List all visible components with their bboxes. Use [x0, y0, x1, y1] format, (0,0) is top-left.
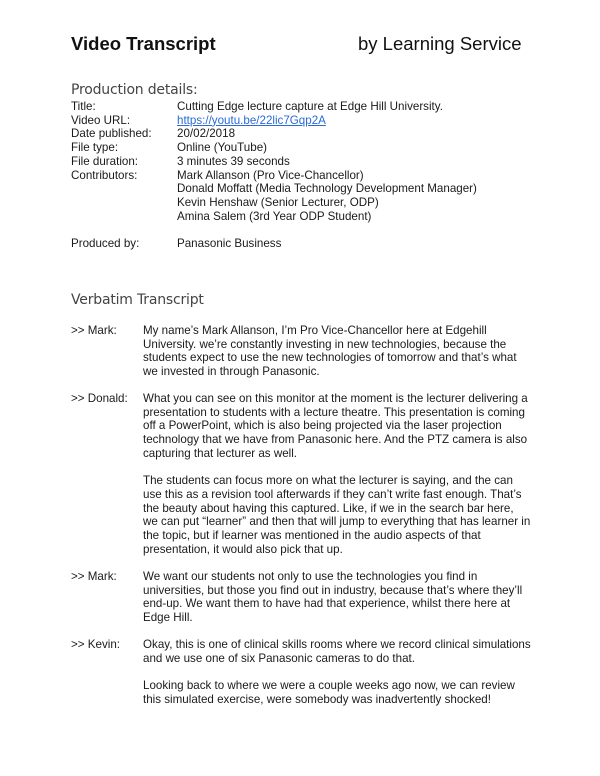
- detail-label: Contributors:: [71, 168, 138, 182]
- production-details: [71, 100, 477, 251]
- document-byline: by Learning Service: [358, 33, 522, 54]
- transcript-paragraph: Okay, this is one of clinical skills rooms where we record clinical simulations and we use one of six Panasonic cameras to do that.: [143, 638, 531, 665]
- speaker-label: >> Donald:: [71, 392, 128, 405]
- detail-row-produced: [71, 237, 477, 251]
- speaker-label: >> Kevin:: [71, 638, 120, 651]
- transcript-paragraph: The students can focus more on what the lecturer is saying, and the can use this as a revision tool afterwards if they can’t write fast enough. That’s the beauty about having this captured. Like, if we in the search bar here, we can put “learner” and then that will jump to everything that has learner in the topic, but if learner was mentioned in the audio aspects of that presentation, it would also pick that up.: [143, 474, 531, 556]
- detail-label: Title:: [71, 100, 96, 113]
- transcript-entry: [71, 324, 531, 393]
- detail-label: Video URL:: [71, 113, 131, 127]
- detail-value-title: Cutting Edge lecture capture at Edge Hill University.: [177, 100, 443, 113]
- detail-label: File type:: [71, 141, 119, 155]
- detail-label: Produced by:: [71, 237, 140, 251]
- document-title: Video Transcript: [71, 33, 216, 54]
- contributor: Donald Moffatt (Media Technology Development Manager): [177, 182, 477, 196]
- production-details-heading: Production details:: [71, 82, 198, 98]
- detail-label: Date published:: [71, 127, 152, 141]
- transcript-paragraph: What you can see on this monitor at the moment is the lecturer delivering a presentation to students with a lecture theatre. This presentation is coming off a PowerPoint, which is also being projected via the laser projection technology that we have from Panasonic here. And the PTZ camera is also capturing that lecturer as well.: [143, 392, 528, 460]
- transcript-entry: [71, 392, 531, 570]
- transcript-entry: [71, 638, 531, 720]
- speaker-label: >> Mark:: [71, 570, 117, 583]
- transcript-entry: [71, 570, 531, 639]
- detail-value-date: 20/02/2018: [177, 127, 236, 141]
- contributor: Amina Salem (3rd Year ODP Student): [177, 209, 372, 223]
- video-url-link[interactable]: https://youtu.be/22lic7Gqp2A: [177, 113, 326, 127]
- contributor: Kevin Henshaw (Senior Lecturer, ODP): [177, 195, 379, 209]
- speaker-label: >> Mark:: [71, 324, 117, 337]
- detail-row-url: [71, 114, 477, 128]
- detail-row-contributors: [71, 169, 477, 224]
- detail-value-duration: 3 minutes 39 seconds: [177, 154, 290, 168]
- detail-row-duration: [71, 155, 477, 169]
- detail-row-type: [71, 141, 477, 155]
- verbatim-transcript-heading: Verbatim Transcript: [71, 292, 204, 308]
- contributors-list: [177, 169, 477, 224]
- detail-label: File duration:: [71, 154, 139, 168]
- detail-value-type: Online (YouTube): [177, 141, 268, 155]
- detail-value-produced: Panasonic Business: [177, 237, 282, 251]
- transcript-paragraph: My name’s Mark Allanson, I’m Pro Vice-Chancellor here at Edgehill University. we’re constantly investing in new technologies, because the students expect to use the new technologies of tomorrow and that’s what we invested in through Panasonic.: [143, 324, 517, 379]
- contributor: Mark Allanson (Pro Vice-Chancellor): [177, 168, 364, 182]
- transcript-paragraph: We want our students not only to use the technologies you find in universities, but those you find out in industry, because that’s where they’ll end-up. We want them to have had that experience, whilst there here at Edge Hill.: [143, 570, 523, 625]
- detail-row-date: [71, 127, 477, 141]
- transcript-paragraph: Looking back to where we were a couple weeks ago now, we can review this simulated exercise, were somebody was inadvertently shocked!: [143, 679, 515, 706]
- detail-row-title: [71, 100, 477, 114]
